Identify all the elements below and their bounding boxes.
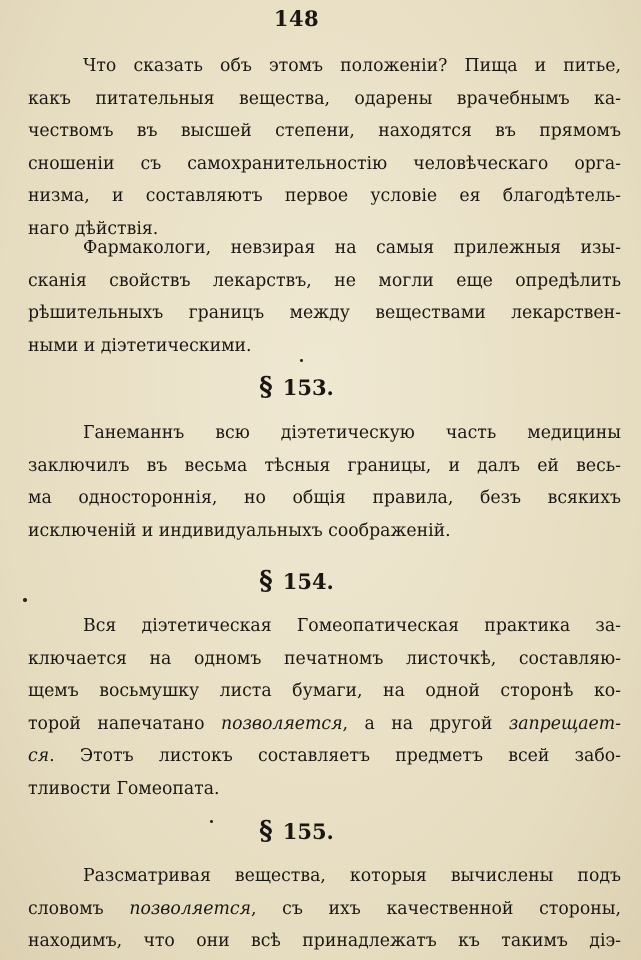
text-line: низма, и составляютъ первое условіе ея благодѣтель- — [28, 186, 621, 207]
section-heading-154 — [0, 566, 593, 596]
text-line: Фармакологи, невзирая на самыя прилежныя изы- — [83, 238, 621, 258]
page-number: 148 — [273, 6, 320, 31]
ink-speck — [300, 359, 303, 362]
text-line: наго дѣйствія. — [28, 218, 159, 239]
section-number: 155. — [282, 819, 334, 844]
text-line: какъ питательныя вещества, одарены врачебнымъ ка- — [28, 88, 621, 109]
section-heading-155 — [0, 816, 593, 846]
text-line: сканія свойствъ лекарствъ, не могли еще опредѣлить — [28, 270, 621, 291]
text-line: сношеніи съ самохранительностію человѣческаго орга- — [28, 153, 621, 174]
text-line: Разсматривая вещества, которыя вычислены подъ — [83, 866, 621, 886]
italic-term: позволяется — [220, 713, 343, 734]
text-line: тливости Гомеопата. — [28, 778, 220, 799]
text-line: Вся діэтетическая Гомеопатическая практика за- — [83, 616, 621, 636]
text-line: ма одностороннія, но общія правила, безъ всякихъ — [28, 488, 621, 509]
text-line: ключается на одномъ печатномъ листочкѣ, составляю- — [28, 648, 621, 669]
italic-term: позволяется — [129, 898, 251, 919]
paragraph-2 — [0, 232, 641, 362]
text-fragment: торой напечатано — [28, 713, 221, 734]
paragraph-3 — [0, 417, 641, 547]
text-fragment: . Этотъ листокъ составляетъ предметъ всей забо- — [49, 746, 621, 767]
paragraph-1 — [0, 50, 641, 246]
text-fragment: , а на другой — [342, 713, 509, 734]
text-line: рѣшительныхъ границъ между веществами лекарствен- — [28, 303, 621, 324]
text-fragment: словомъ — [28, 898, 130, 919]
section-symbol: § — [259, 372, 273, 402]
section-symbol: § — [259, 566, 273, 596]
section-symbol: § — [259, 816, 273, 846]
ink-speck — [23, 598, 27, 602]
section-number: 153. — [282, 375, 334, 400]
text-line — [28, 740, 621, 773]
text-line: заключилъ въ весьма тѣсныя границы, и далъ ей весь- — [28, 455, 621, 476]
text-line: Ганеманнъ всю діэтетическую часть медицины — [83, 423, 621, 443]
text-line: исключеній и индивидуальныхъ соображеній. — [28, 520, 451, 541]
text-line: ными и діэтетическими. — [28, 335, 252, 356]
section-number: 154. — [282, 569, 334, 594]
paragraph-5 — [0, 860, 641, 958]
text-fragment: , съ ихъ качественной стороны, — [250, 898, 621, 919]
text-line: чествомъ въ высшей степени, находятся въ прямомъ — [28, 121, 621, 142]
section-heading-153 — [0, 372, 593, 402]
italic-term: ся — [28, 746, 50, 767]
text-line — [28, 708, 621, 741]
italic-term: запрещает- — [508, 713, 622, 734]
text-line: Что сказать объ этомъ положеніи? Пища и питье, — [83, 56, 621, 76]
ink-speck — [210, 820, 213, 823]
text-line — [28, 893, 621, 926]
text-line: щемъ восьмушку листа бумаги, на одной сторонѣ ко- — [28, 681, 621, 702]
paragraph-4 — [0, 610, 641, 806]
text-line: находимъ, что они всѣ принадлежатъ къ такимъ діэ- — [28, 931, 621, 952]
